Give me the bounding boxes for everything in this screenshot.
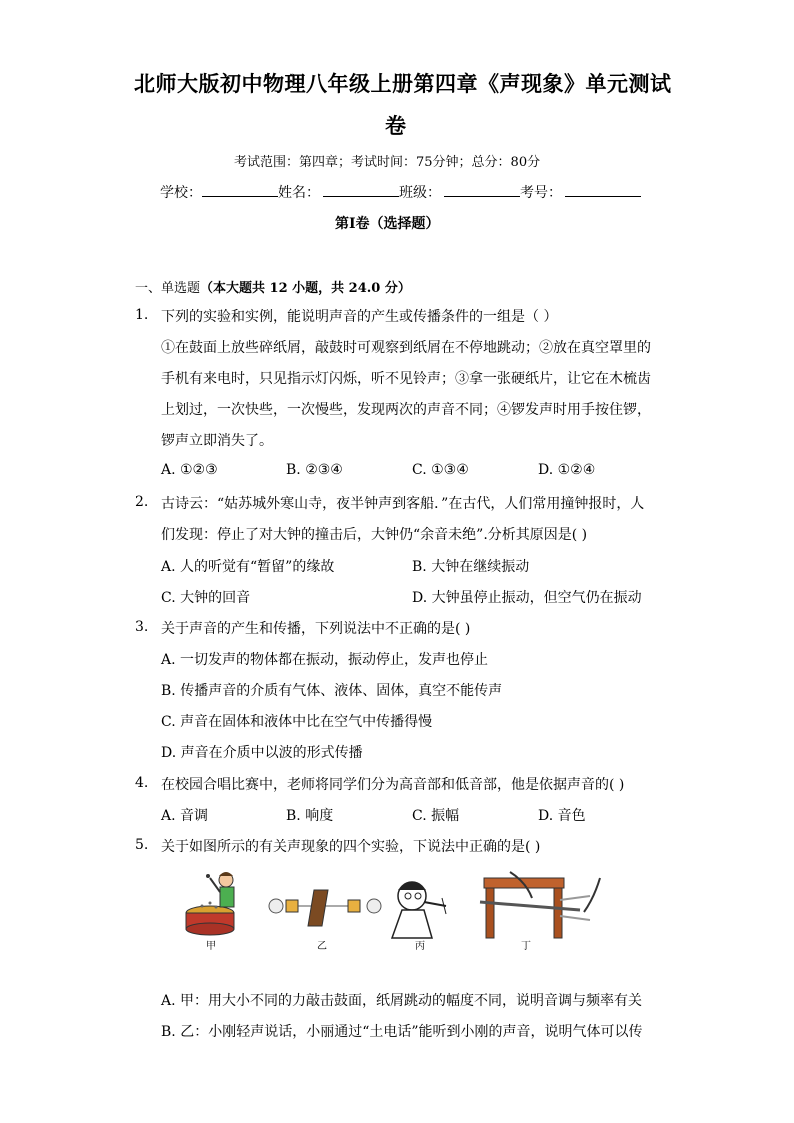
option-b[interactable]: B. 大钟在继续振动	[412, 559, 530, 575]
number-blank[interactable]	[565, 183, 641, 197]
part-heading-prefix: 一、单选题	[135, 281, 201, 296]
figure-label-ding: 丁	[521, 941, 531, 952]
question-text: 下列的实验和实例，能说明声音的产生或传播条件的一组是（ ）	[161, 309, 558, 325]
option-a[interactable]: A. 人的听觉有“暂留”的缘故	[161, 559, 335, 575]
option-b[interactable]: B. 响度	[286, 808, 334, 824]
option-d[interactable]: D. 声音在介质中以波的形式传播	[161, 745, 363, 761]
option-b[interactable]: B. 传播声音的介质有气体、液体、固体，真空不能传声	[161, 683, 503, 699]
option-b[interactable]: B. ②③④	[286, 462, 343, 478]
option-d[interactable]: D. 大钟虽停止振动，但空气仍在振动	[412, 590, 642, 606]
question-number: 5.	[135, 837, 149, 853]
school-label: 学校：	[160, 185, 202, 201]
number-label: 考号：	[520, 185, 562, 201]
exam-info: 考试范围：第四章；考试时间：75分钟；总分：80分	[234, 155, 541, 170]
exam-title-line1: 北师大版初中物理八年级上册第四章《声现象》单元测试	[134, 72, 672, 96]
question-text: 古诗云：“姑苏城外寒山寺，夜半钟声到客船．”在古代，人们常用撞钟报时，人	[161, 496, 645, 512]
option-c[interactable]: C. 振幅	[412, 808, 460, 824]
name-blank[interactable]	[323, 183, 399, 197]
question-number: 4.	[135, 775, 149, 791]
question-text: 锣声立即消失了。	[161, 433, 273, 449]
option-a[interactable]: A. 一切发声的物体都在振动，振动停止，发声也停止	[161, 652, 489, 668]
figure-label-jia: 甲	[206, 941, 216, 952]
class-blank[interactable]	[444, 183, 520, 197]
class-label: 班级：	[399, 185, 441, 201]
question-number: 3.	[135, 619, 149, 635]
name-label: 姓名：	[278, 185, 320, 201]
option-d[interactable]: D. 音色	[538, 808, 586, 824]
drum-experiment-illustration	[186, 872, 234, 935]
question-text: 关于声音的产生和传播，下列说法中不正确的是( )	[161, 621, 471, 637]
option-c[interactable]: C. 声音在固体和液体中比在空气中传播得慢	[161, 714, 433, 730]
question-number: 2.	[135, 494, 149, 510]
student-info-row	[160, 182, 641, 202]
question-text: 在校园合唱比赛中，老师将同学们分为高音部和低音部，他是依据声音的( )	[161, 777, 625, 793]
question-number: 1.	[135, 307, 149, 323]
question-text: 手机有来电时，只见指示灯闪烁，听不见铃声；③拿一张硬纸片，让它在木梳齿	[161, 371, 651, 387]
whistle-experiment-illustration	[392, 882, 446, 938]
section-title: 第I卷（选择题）	[335, 216, 440, 232]
question-text: 们发现：停止了对大钟的撞击后，大钟仍“余音未绝”.分析其原因是( )	[161, 527, 588, 543]
string-telephone-illustration	[269, 890, 381, 926]
sound-experiments-figure	[180, 868, 610, 948]
exam-title-line2: 卷	[385, 114, 407, 138]
question-text: 关于如图所示的有关声现象的四个实验，下说法中正确的是( )	[161, 839, 541, 855]
figure-label-bing: 丙	[415, 941, 425, 952]
figure-label-yi: 乙	[317, 941, 327, 952]
school-blank[interactable]	[202, 183, 278, 197]
part-heading-note: （本大题共 12 小题，共 24.0 分）	[200, 281, 411, 296]
option-a[interactable]: A. 音调	[161, 808, 209, 824]
option-d[interactable]: D. ①②④	[538, 462, 596, 478]
option-c[interactable]: C. 大钟的回音	[161, 590, 251, 606]
option-c[interactable]: C. ①③④	[412, 462, 469, 478]
part-heading	[135, 277, 411, 296]
option-b[interactable]: B. 乙：小刚轻声说话，小丽通过“土电话”能听到小刚的声音，说明气体可以传	[161, 1024, 643, 1040]
question-text: 上划过，一次快些，一次慢些，发现两次的声音不同；④锣发声时用手按住锣，	[161, 402, 651, 418]
question-text: ①在鼓面上放些碎纸屑，敲鼓时可观察到纸屑在不停地跳动；②放在真空罩里的	[161, 340, 651, 356]
ruler-experiment-illustration	[480, 872, 600, 938]
option-a[interactable]: A. 甲：用大小不同的力敲击鼓面，纸屑跳动的幅度不同，说明音调与频率有关	[161, 993, 643, 1009]
option-a[interactable]: A. ①②③	[161, 462, 218, 478]
